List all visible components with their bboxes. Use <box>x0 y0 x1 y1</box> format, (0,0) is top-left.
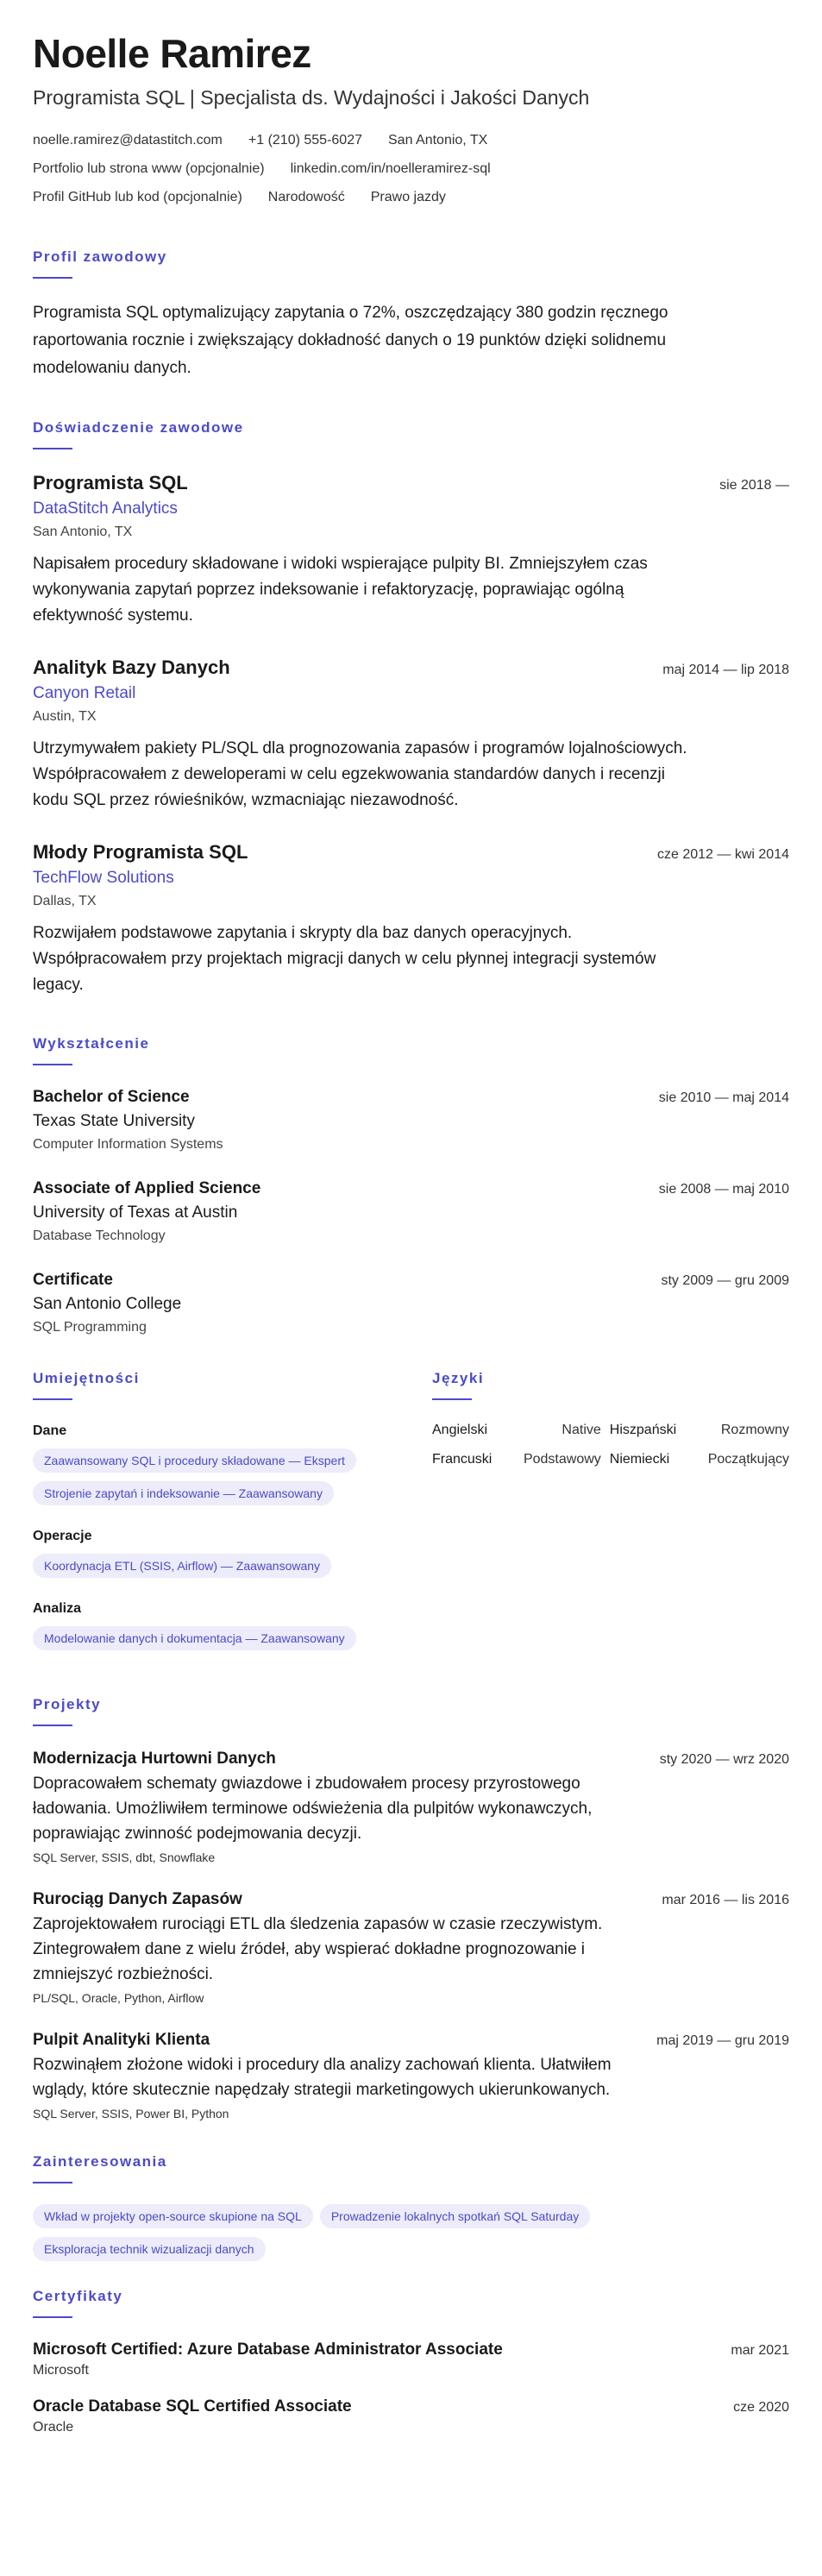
contact-list <box>33 126 654 211</box>
edu-field: SQL Programming <box>33 1320 147 1335</box>
job-description: Rozwijałem podstawowe zapytania i skrypty dla baz danych operacyjnych. Współpracowałem przy projektach migracji danych w celu płynnej integracji systemów legacy. <box>33 924 656 994</box>
project-entry <box>33 1888 789 2007</box>
contact-portfolio[interactable]: Portfolio lub strona www (opcjonalnie) <box>33 161 265 176</box>
skill-chip: Zaawansowany SQL i procedury składowane — Ekspert <box>33 1448 356 1473</box>
section-title: Wykształcenie <box>33 1035 150 1052</box>
contact-location: San Antonio, TX <box>388 133 488 148</box>
job-description: Napisałem procedury składowane i widoki wspierające pulpity BI. Zmniejszyłem czas wykonywania zapytań poprzez indeksowanie i refaktoryzację, poprawiając ogólną efektywność systemu. <box>33 555 648 625</box>
job-location: Austin, TX <box>33 709 97 724</box>
language-level: Początkujący <box>707 1452 789 1467</box>
job-location: Dallas, TX <box>33 894 97 908</box>
interests-section <box>33 2152 789 2261</box>
skills-section <box>33 1369 392 1671</box>
job-title: Analityk Bazy Danych <box>33 657 230 678</box>
interest-chips <box>33 2204 688 2261</box>
certificate-entry <box>33 2396 789 2437</box>
edu-school: Texas State University <box>33 1112 195 1130</box>
language-name: Niemiecki <box>609 1452 670 1467</box>
section-title: Profil zawodowy <box>33 248 167 265</box>
edu-degree: Bachelor of Science <box>33 1088 190 1106</box>
job-company: Canyon Retail <box>33 684 136 702</box>
section-title: Umiejętności <box>33 1370 140 1386</box>
headline: Programista SQL | Specjalista ds. Wydajności i Jakości Danych <box>33 86 590 109</box>
certificate-entry <box>33 2339 789 2380</box>
project-tech: SQL Server, SSIS, Power BI, Python <box>33 2107 229 2120</box>
experience-section <box>33 418 789 998</box>
job-title: Młody Programista SQL <box>33 841 248 863</box>
job-entry <box>33 839 789 998</box>
skill-chips <box>33 1448 392 1505</box>
candidate-name: Noelle Ramirez <box>33 31 311 76</box>
contact-driving-license: Prawo jazdy <box>370 190 446 204</box>
job-entry <box>33 655 789 814</box>
section-title: Doświadczenie zawodowe <box>33 419 244 436</box>
certificate-date: mar 2021 <box>731 2343 789 2358</box>
skill-chips <box>33 1626 392 1650</box>
project-title: Rurociąg Danych Zapasów <box>33 1890 242 1908</box>
certificate-issuer: Microsoft <box>33 2363 89 2378</box>
skill-category: Analiza <box>33 1601 82 1616</box>
section-divider <box>432 1398 472 1400</box>
education-section <box>33 1034 789 1338</box>
profile-section <box>33 248 789 382</box>
project-title: Pulpit Analityki Klienta <box>33 2031 210 2049</box>
job-description: Utrzymywałem pakiety PL/SQL dla prognozowania zapasów i programów lojalnościowych. Współpracowałem z deweloperami w celu egzekwowania standardów danych i recenzji kodu SQL przez rówieśników, wzmacniając niezawodność. <box>33 739 687 809</box>
skill-chip: Modelowanie danych i dokumentacja — Zaawansowany <box>33 1626 356 1650</box>
profile-summary: Programista SQL optymalizujący zapytania o 72%, oszczędzający 380 godzin ręcznego raportowania rocznie i zwiększający dokładność danych o 19 punktów dzięki solidnemu modelowaniu danych. <box>33 304 668 377</box>
edu-degree: Associate of Applied Science <box>33 1179 261 1197</box>
skills-languages-row <box>33 1369 789 1671</box>
edu-degree: Certificate <box>33 1271 113 1289</box>
section-divider <box>33 448 72 449</box>
section-title: Projekty <box>33 1696 102 1712</box>
edu-field: Database Technology <box>33 1228 166 1243</box>
job-title: Programista SQL <box>33 472 188 493</box>
section-divider <box>33 1398 72 1400</box>
job-company: TechFlow Solutions <box>33 869 174 887</box>
language-list <box>432 1421 789 1469</box>
project-tech: PL/SQL, Oracle, Python, Airflow <box>33 1991 204 2005</box>
skill-chips <box>33 1554 392 1578</box>
section-divider <box>33 2182 72 2183</box>
education-entry <box>33 1269 789 1338</box>
job-company: DataStitch Analytics <box>33 499 178 518</box>
language-name: Francuski <box>432 1452 493 1467</box>
edu-date: sie 2010 — maj 2014 <box>658 1090 789 1105</box>
project-entry <box>33 2028 789 2123</box>
section-title: Języki <box>432 1370 485 1386</box>
certificate-issuer: Oracle <box>33 2420 74 2435</box>
languages-section <box>432 1369 789 1671</box>
contact-github[interactable]: Profil GitHub lub kod (opcjonalnie) <box>33 190 242 204</box>
skill-category: Operacje <box>33 1529 92 1543</box>
contact-linkedin[interactable]: linkedin.com/in/noelleramirez-sql <box>290 161 491 176</box>
project-tech: SQL Server, SSIS, dbt, Snowflake <box>33 1850 216 1864</box>
project-title: Modernizacja Hurtowni Danych <box>33 1750 276 1768</box>
edu-school: University of Texas at Austin <box>33 1203 238 1222</box>
project-description: Dopracowałem schematy gwiazdowe i zbudowałem procesy przyrostowego ładowania. Umożliwiłem terminowe odświeżenia dla pulpitów wykonawczych, poprawiając zwinność podejmowania decyzji. <box>33 1775 593 1843</box>
job-location: San Antonio, TX <box>33 525 133 539</box>
project-description: Zaprojektowałem rurociągi ETL dla śledzenia zapasów w czasie rzeczywistym. Zintegrowałem dane z wielu źródeł, aby wspierać dokładne prognozowanie i zmniejszyć rozbieżności. <box>33 1915 603 1983</box>
certificate-title: Microsoft Certified: Azure Database Administrator Associate <box>33 2340 503 2359</box>
project-date: sty 2020 — wrz 2020 <box>659 1752 789 1767</box>
interest-chip: Prowadzenie lokalnych spotkań SQL Saturday <box>320 2204 590 2228</box>
project-description: Rozwinąłem złożone widoki i procedury dla analizy zachowań klienta. Ułatwiłem wglądy, które skutecznie napędzały strategii marketingowych ukierunkowanych. <box>33 2056 612 2099</box>
section-divider <box>33 2316 72 2318</box>
section-title: Zainteresowania <box>33 2153 167 2170</box>
certificate-date: cze 2020 <box>733 2400 789 2415</box>
interest-chip: Wkład w projekty open-source skupione na SQL <box>33 2204 313 2228</box>
skill-category: Dane <box>33 1423 67 1438</box>
language-level: Rozmowny <box>720 1423 789 1437</box>
education-entry <box>33 1086 789 1155</box>
project-date: maj 2019 — gru 2019 <box>656 2033 789 2048</box>
edu-field: Computer Information Systems <box>33 1137 223 1152</box>
edu-date: sty 2009 — gru 2009 <box>661 1273 789 1288</box>
skill-chip: Koordynacja ETL (SSIS, Airflow) — Zaawansowany <box>33 1554 331 1578</box>
language-name: Angielski <box>432 1423 488 1437</box>
certificates-section <box>33 2287 789 2437</box>
job-date: cze 2012 — kwi 2014 <box>657 847 789 862</box>
project-date: mar 2016 — lis 2016 <box>662 1893 789 1907</box>
language-level: Native <box>562 1423 601 1437</box>
education-entry <box>33 1178 789 1247</box>
contact-phone[interactable]: +1 (210) 555-6027 <box>248 133 362 148</box>
contact-nationality: Narodowość <box>267 190 345 204</box>
projects-section <box>33 1695 789 2123</box>
contact-email[interactable]: noelle.ramirez@datastitch.com <box>33 133 223 148</box>
certificate-title: Oracle Database SQL Certified Associate <box>33 2397 352 2416</box>
job-entry <box>33 470 789 629</box>
section-divider <box>33 1064 72 1065</box>
language-level: Podstawowy <box>523 1452 601 1467</box>
job-date: maj 2014 — lip 2018 <box>662 663 789 677</box>
edu-school: San Antonio College <box>33 1295 182 1313</box>
project-entry <box>33 1747 789 1867</box>
job-date: sie 2018 — <box>719 478 789 493</box>
section-title: Certyfikaty <box>33 2288 123 2304</box>
interest-chip: Eksploracja technik wizualizacji danych <box>33 2237 266 2261</box>
section-divider <box>33 1725 72 1726</box>
language-name: Hiszpański <box>609 1423 677 1437</box>
section-divider <box>33 277 72 279</box>
edu-date: sie 2008 — maj 2010 <box>658 1182 789 1197</box>
skill-chip: Strojenie zapytań i indeksowanie — Zaawansowany <box>33 1481 334 1505</box>
resume-header <box>33 31 789 211</box>
